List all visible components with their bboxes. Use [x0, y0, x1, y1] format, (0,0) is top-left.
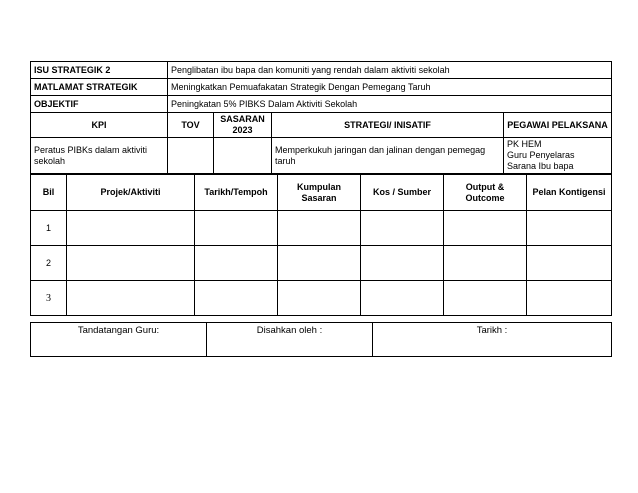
empty-cell	[527, 246, 612, 281]
empty-cell	[361, 246, 444, 281]
kpi-cell: Peratus PIBKs dalam aktiviti sekolah	[31, 138, 168, 174]
empty-cell	[67, 281, 195, 316]
projek-header: Projek/Aktiviti	[67, 175, 195, 211]
empty-cell	[67, 246, 195, 281]
matlamat-value: Meningkatkan Pemuafakatan Strategik Dengan Pemegang Taruh	[168, 79, 612, 96]
table-row	[31, 246, 612, 281]
empty-cell	[444, 211, 527, 246]
strategi-header: STRATEGI/ INISATIF	[272, 113, 504, 138]
activity-table	[30, 174, 612, 316]
empty-cell	[195, 211, 278, 246]
bil-header: Bil	[31, 175, 67, 211]
signature-guru: Tandatangan Guru:	[31, 323, 207, 357]
kpi-header: KPI	[31, 113, 168, 138]
objektif-value: Peningkatan 5% PIBKS Dalam Aktiviti Sekolah	[168, 96, 612, 113]
sasaran-header: SASARAN 2023	[214, 113, 272, 138]
tov-cell	[168, 138, 214, 174]
bil-cell: 1	[31, 211, 67, 246]
sasaran-cell	[214, 138, 272, 174]
matlamat-label: MATLAMAT STRATEGIK	[31, 79, 168, 96]
kos-header: Kos / Sumber	[361, 175, 444, 211]
pegawai-line: Guru Penyelaras	[507, 150, 575, 160]
empty-cell	[527, 211, 612, 246]
isu-label: ISU STRATEGIK 2	[31, 62, 168, 79]
pegawai-line: Sarana Ibu bapa	[507, 161, 574, 171]
kumpulan-header: Kumpulan Sasaran	[278, 175, 361, 211]
table-row	[31, 211, 612, 246]
empty-cell	[195, 281, 278, 316]
output-header: Output & Outcome	[444, 175, 527, 211]
empty-cell	[67, 211, 195, 246]
pelan-header: Pelan Kontigensi	[527, 175, 612, 211]
pegawai-header: PEGAWAI PELAKSANA	[504, 113, 612, 138]
empty-cell	[444, 281, 527, 316]
tov-header: TOV	[168, 113, 214, 138]
strategi-cell: Memperkukuh jaringan dan jalinan dengan pemegag taruh	[272, 138, 504, 174]
empty-cell	[278, 211, 361, 246]
empty-cell	[278, 281, 361, 316]
empty-cell	[444, 246, 527, 281]
signature-table	[30, 322, 612, 357]
objektif-label: OBJEKTIF	[31, 96, 168, 113]
pegawai-line: PK HEM	[507, 139, 542, 149]
table-row	[31, 281, 612, 316]
empty-cell	[361, 281, 444, 316]
empty-cell	[527, 281, 612, 316]
isu-value: Penglibatan ibu bapa dan komuniti yang rendah dalam aktiviti sekolah	[168, 62, 612, 79]
strategic-plan-table	[30, 61, 612, 174]
empty-cell	[195, 246, 278, 281]
signature-tarikh: Tarikh :	[373, 323, 612, 357]
tarikh-header: Tarikh/Tempoh	[195, 175, 278, 211]
pegawai-cell	[504, 138, 612, 174]
bil-cell: 2	[31, 246, 67, 281]
bil-cell: 3	[31, 281, 67, 316]
empty-cell	[278, 246, 361, 281]
empty-cell	[361, 211, 444, 246]
signature-disahkan: Disahkan oleh :	[207, 323, 373, 357]
